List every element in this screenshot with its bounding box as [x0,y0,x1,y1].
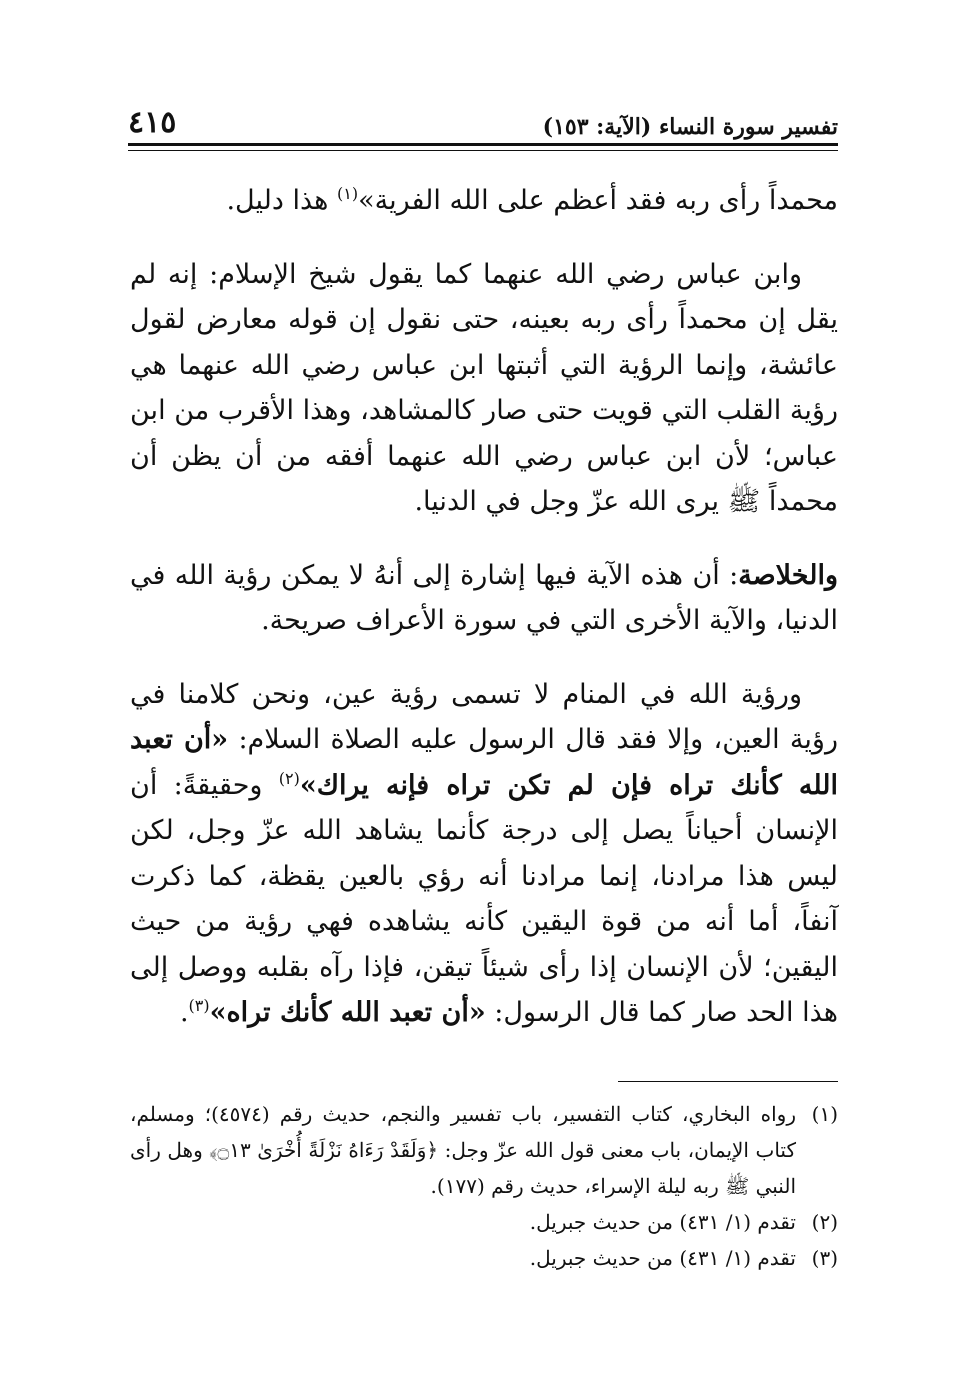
hadith-quote-1: «أن تعبد الله كأنك تراه فإن لم تكن تراه فإنه يراك» [130,724,838,801]
paragraph-3-text: : أن هذه الآية فيها إشارة إلى أنهُ لا يمكن رؤية الله في الدنيا، والآية الأخرى التي في سورة الأعراف صريحة. [130,559,838,636]
footnote-number: (٣) [811,1246,838,1270]
summary-heading: والخلاصة [738,559,838,591]
header-rule-thick [128,143,838,146]
footnote-number: (٢) [811,1210,838,1234]
hadith-quote-2: «أن تعبد الله كأنك تراه» [209,997,486,1028]
running-title: تفسير سورة النساء (الآية: ١٥٣) [542,114,838,140]
footnote-1 [130,1096,838,1204]
header-rule-thin [128,150,838,151]
footnote-ref-1: (١) [336,184,359,203]
paragraph-4 [130,672,838,1036]
paragraph-1-text-a: محمداً رأى ربه فقد أعظم على الله الفرية» [358,185,838,216]
footnote-text: تقدم (١/ ٤٣١) من حديث جبريل. [529,1210,796,1234]
footnotes [130,1096,838,1276]
footnote-separator [618,1081,838,1082]
footnote-number: (١) [811,1102,838,1126]
footnote-3 [130,1240,838,1276]
page-number: ٤١٥ [128,105,177,140]
page-header [128,92,838,140]
footnote-ref-2: (٢) [278,768,300,788]
footnote-ref-3: (٣) [188,996,210,1015]
footnote-text: تقدم (١/ ٤٣١) من حديث جبريل. [529,1246,796,1270]
paragraph-2: وابن عباس رضي الله عنهما كما يقول شيخ الإسلام: إنه لم يقل إن محمداً رأى ربه بعينه، حتى نقول إن قوله معارض لقول عائشة، وإنما الرؤية التي أثبتها ابن عباس رضي الله عنهما هي رؤية القلب التي قويت حتى صار كالمشاهد، وهذا الأقرب من ابن عباس؛ لأن ابن عباس رضي الله عنهما أفقه من أن يظن أن محمداً ﷺ يرى الله عزّ وجل في الدنيا. [130,258,838,517]
main-text [130,178,838,1064]
paragraph-4-text-a: ورؤية الله في المنام لا تسمى رؤية عين، ونحن كلامنا في رؤية العين، وإلا فقد قال الرسول عليه الصلاة السلام: [130,678,838,755]
footnote-2 [130,1204,838,1240]
paragraph-4-text-b: وحقيقةً: أن الإنسان أحياناً يصل إلى درجة كأنما يشاهد الله عزّ وجل، لكن ليس هذا مرادنا، إنما مرادنا أنه رؤي بالعين يقظة، كما ذكرت آنفاً، أما أنه من قوة اليقين كأنه يشاهده فهي رؤية من حيث اليقين؛ لأن الإنسان إذا رأى شيئاً تيقن، فإذا رآه بقلبه ووصل إلى هذا الحد صار كما قال الرسول: [130,769,838,1028]
paragraph-3 [130,553,838,644]
paragraph-1 [130,178,838,224]
paragraph-1-text-b: هذا دليل. [226,185,337,216]
footnote-text: رواه البخاري، كتاب التفسير، باب تفسير والنجم، حديث رقم (٤٥٧٤)؛ ومسلم، كتاب الإيمان، باب معنى قول الله عزّ وجل: ﴿وَلَقَدْ رَءَاهُ نَزْلَةً أُخْرَىٰ ۝١٣﴾ وهل رأى النبي ﷺ ربه ليلة الإسراء، حديث رقم (١٧٧). [130,1102,796,1198]
paragraph-4-text-c: . [179,997,189,1028]
